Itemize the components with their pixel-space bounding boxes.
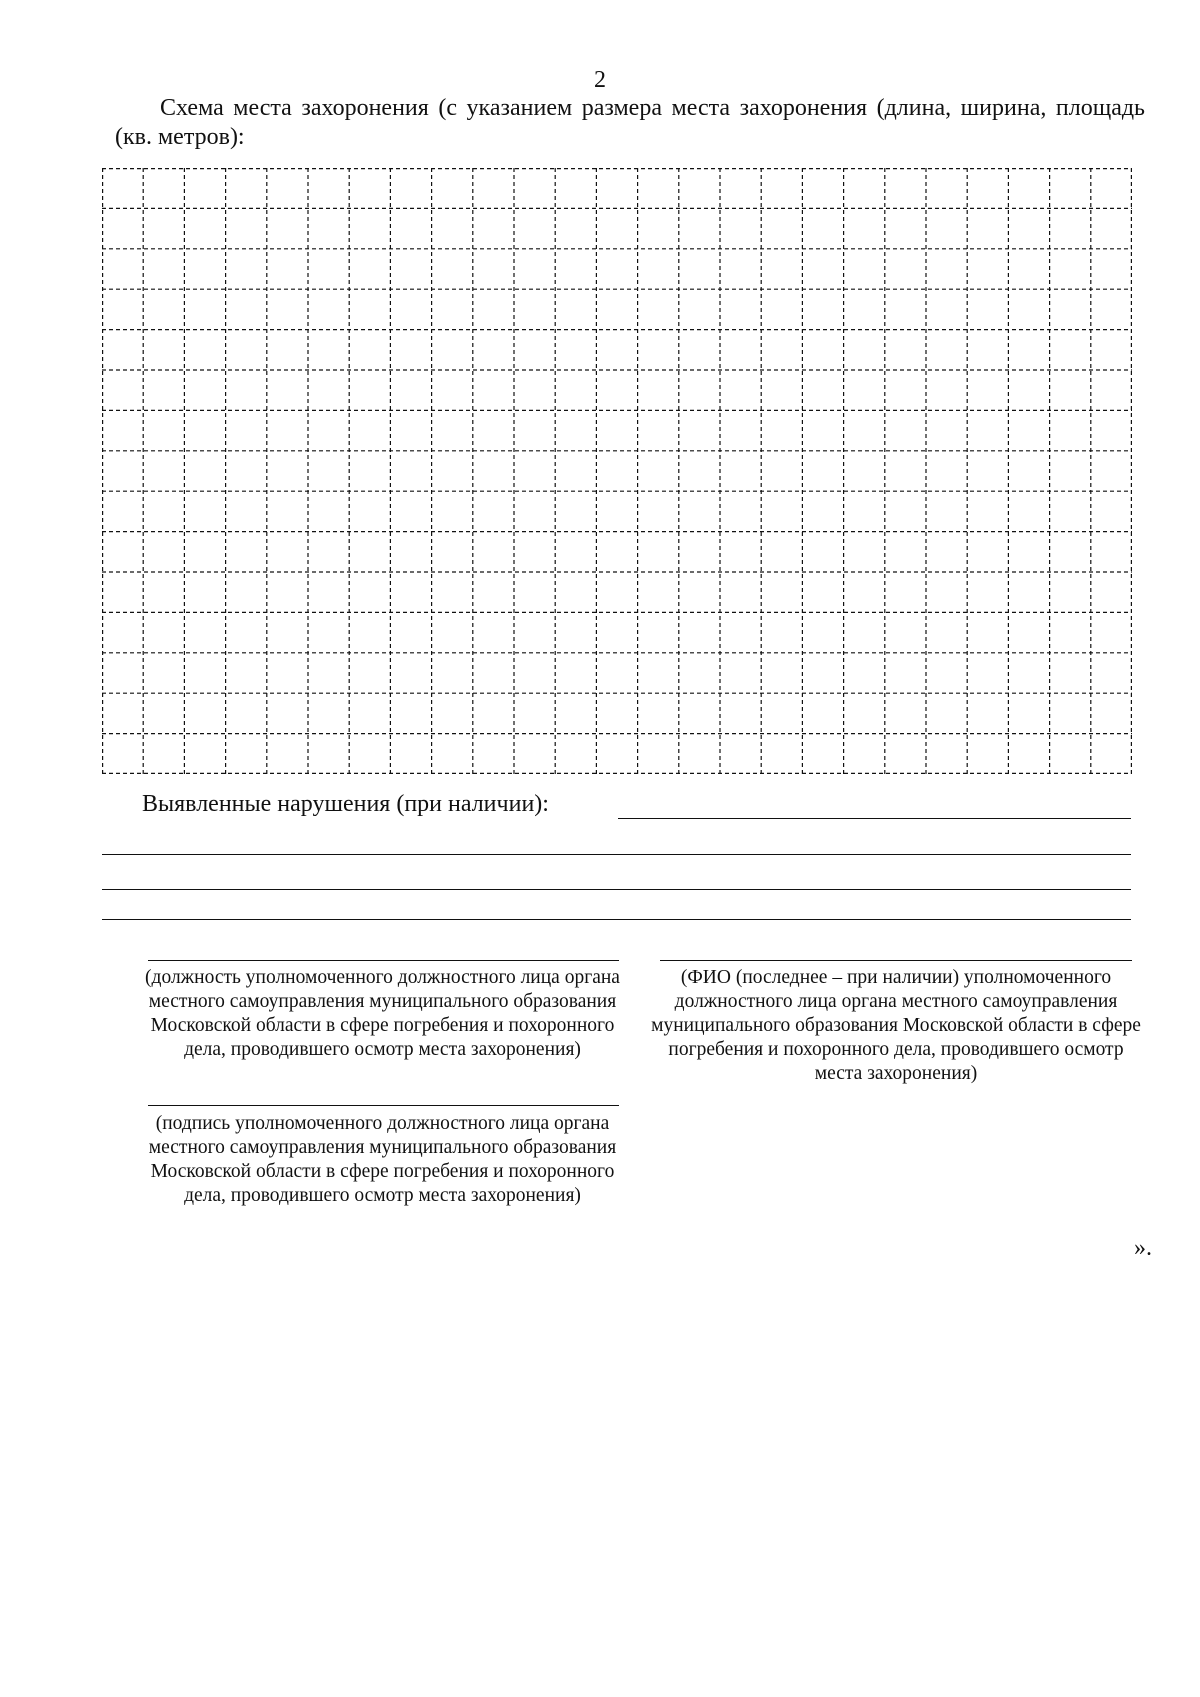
violations-line-2[interactable] [102, 854, 1131, 855]
page-number: 2 [594, 67, 606, 93]
position-signature-line[interactable] [148, 960, 619, 961]
violations-label: Выявленные нарушения (при наличии): [142, 791, 549, 817]
scheme-heading: Схема места захоронения (с указанием размера места захоронения (длина, ширина, площадь (кв. метров): [115, 95, 1145, 150]
name-signature-line[interactable] [660, 960, 1132, 961]
signature-line[interactable] [148, 1105, 619, 1106]
violations-line-1[interactable] [618, 818, 1131, 819]
signature-caption: (подпись уполномоченного должностного лица органа местного самоуправления муниципального образования Московской области в сфере погребения и похоронного дела, проводившего осмотр места захоронения) [148, 1113, 617, 1206]
violations-line-3[interactable] [102, 889, 1131, 890]
burial-plot-grid [102, 168, 1132, 774]
position-caption: (должность уполномоченного должностного лица органа местного самоуправления муниципального образования Московской области в сфере погребения и похоронного дела, проводившего осмотр места захоронения) [145, 967, 620, 1060]
closing-quote: ». [1134, 1235, 1152, 1261]
violations-line-4[interactable] [102, 919, 1131, 920]
name-caption: (ФИО (последнее – при наличии) уполномоченного должностного лица органа местного самоуправления муниципального образования Московской области в сфере погребения и похоронного дела, проводившего осмотр места захоронения) [651, 967, 1141, 1084]
